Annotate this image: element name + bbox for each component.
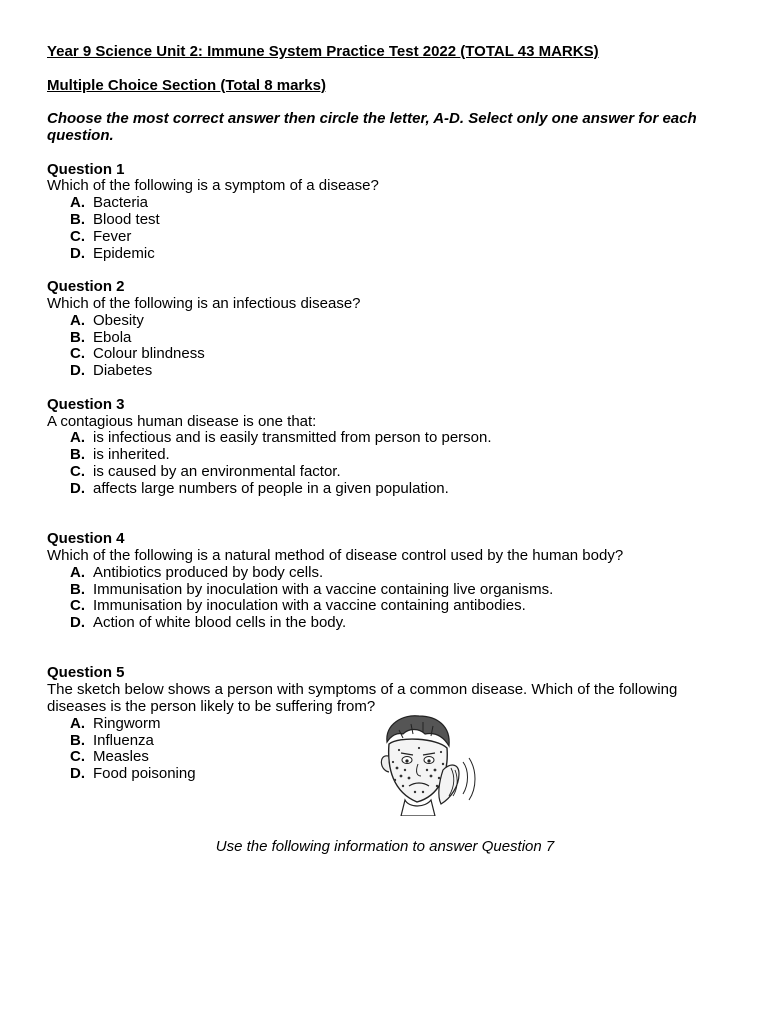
option-text: is infectious and is easily transmitted from person to person. [93,429,492,447]
option-c[interactable] [70,346,737,363]
question-5 [47,665,737,783]
option-letter: A. [70,714,85,732]
option-text: Ebola [93,328,132,346]
option-text: Action of white blood cells in the body. [93,614,347,632]
option-letter: A. [70,563,85,581]
option-letter: C. [70,345,85,363]
question-3 [47,397,737,498]
question-text: Which of the following is a natural method of disease control used by the human body? [47,546,624,564]
option-text: Epidemic [93,244,155,262]
option-letter: D. [70,362,85,380]
option-a[interactable] [70,565,737,582]
info-note: Use the following information to answer Question 7 [215,838,555,856]
option-d[interactable] [70,615,737,632]
option-text: Immunisation by inoculation with a vaccine containing live organisms. [93,580,554,598]
option-text: Influenza [93,731,154,749]
option-list [47,195,737,262]
option-c[interactable] [70,464,737,481]
option-text: is caused by an environmental factor. [93,462,341,480]
option-c[interactable] [70,598,737,615]
option-b[interactable] [70,330,737,347]
question-heading: Question 1 [47,160,125,178]
question-heading: Question 2 [47,278,125,296]
option-text: Fever [93,227,132,245]
option-letter: D. [70,765,85,783]
option-text: Blood test [93,210,160,228]
option-letter: C. [70,462,85,480]
sick-person-sketch-icon [359,712,479,816]
option-text: Food poisoning [93,765,196,783]
option-b[interactable] [70,212,737,229]
option-list [47,565,737,632]
instructions: Choose the most correct answer then circle the letter, A-D. Select only one answer for each question. [47,110,697,144]
option-text: Diabetes [93,362,153,380]
option-c[interactable] [70,229,737,246]
question-2 [47,279,737,380]
option-text: affects large numbers of people in a given population. [93,479,449,497]
option-letter: D. [70,244,85,262]
question-1 [47,162,737,263]
question-text: A contagious human disease is one that: [47,412,317,430]
document-page [47,44,737,856]
question-heading: Question 4 [47,530,125,548]
option-b[interactable] [70,447,737,464]
option-d[interactable] [70,363,737,380]
option-letter: C. [70,597,85,615]
option-text: Bacteria [93,194,149,212]
section-heading: Multiple Choice Section (Total 8 marks) [47,76,326,94]
option-text: Obesity [93,311,144,329]
question-4 [47,531,737,632]
question-heading: Question 5 [47,664,125,682]
option-a[interactable] [70,430,737,447]
option-letter: A. [70,311,85,329]
option-list [47,313,737,380]
option-letter: D. [70,479,85,497]
option-letter: A. [70,194,85,212]
question-text: Which of the following is a symptom of a disease? [47,177,379,195]
option-letter: B. [70,446,85,464]
question-heading: Question 3 [47,395,125,413]
option-list [47,430,737,497]
option-letter: D. [70,614,85,632]
question-text: The sketch below shows a person with symptoms of a common disease. Which of the following diseases is the person likely to be suffering from? [47,681,678,716]
page-title: Year 9 Science Unit 2: Immune System Practice Test 2022 (TOTAL 43 MARKS) [47,43,599,60]
option-text: Ringworm [93,714,161,732]
option-letter: B. [70,210,85,228]
option-letter: C. [70,748,85,766]
option-text: Measles [93,748,149,766]
option-text: Immunisation by inoculation with a vaccine containing antibodies. [93,597,526,615]
option-d[interactable] [70,246,737,263]
option-letter: B. [70,731,85,749]
question-text: Which of the following is an infectious disease? [47,294,361,312]
option-text: is inherited. [93,446,170,464]
option-letter: B. [70,580,85,598]
option-a[interactable] [70,195,737,212]
option-letter: A. [70,429,85,447]
option-letter: C. [70,227,85,245]
option-text: Colour blindness [93,345,205,363]
option-d[interactable] [70,481,737,498]
option-a[interactable] [70,313,737,330]
option-b[interactable] [70,582,737,599]
option-letter: B. [70,328,85,346]
question-5-body [47,716,737,783]
option-text: Antibiotics produced by body cells. [93,563,324,581]
